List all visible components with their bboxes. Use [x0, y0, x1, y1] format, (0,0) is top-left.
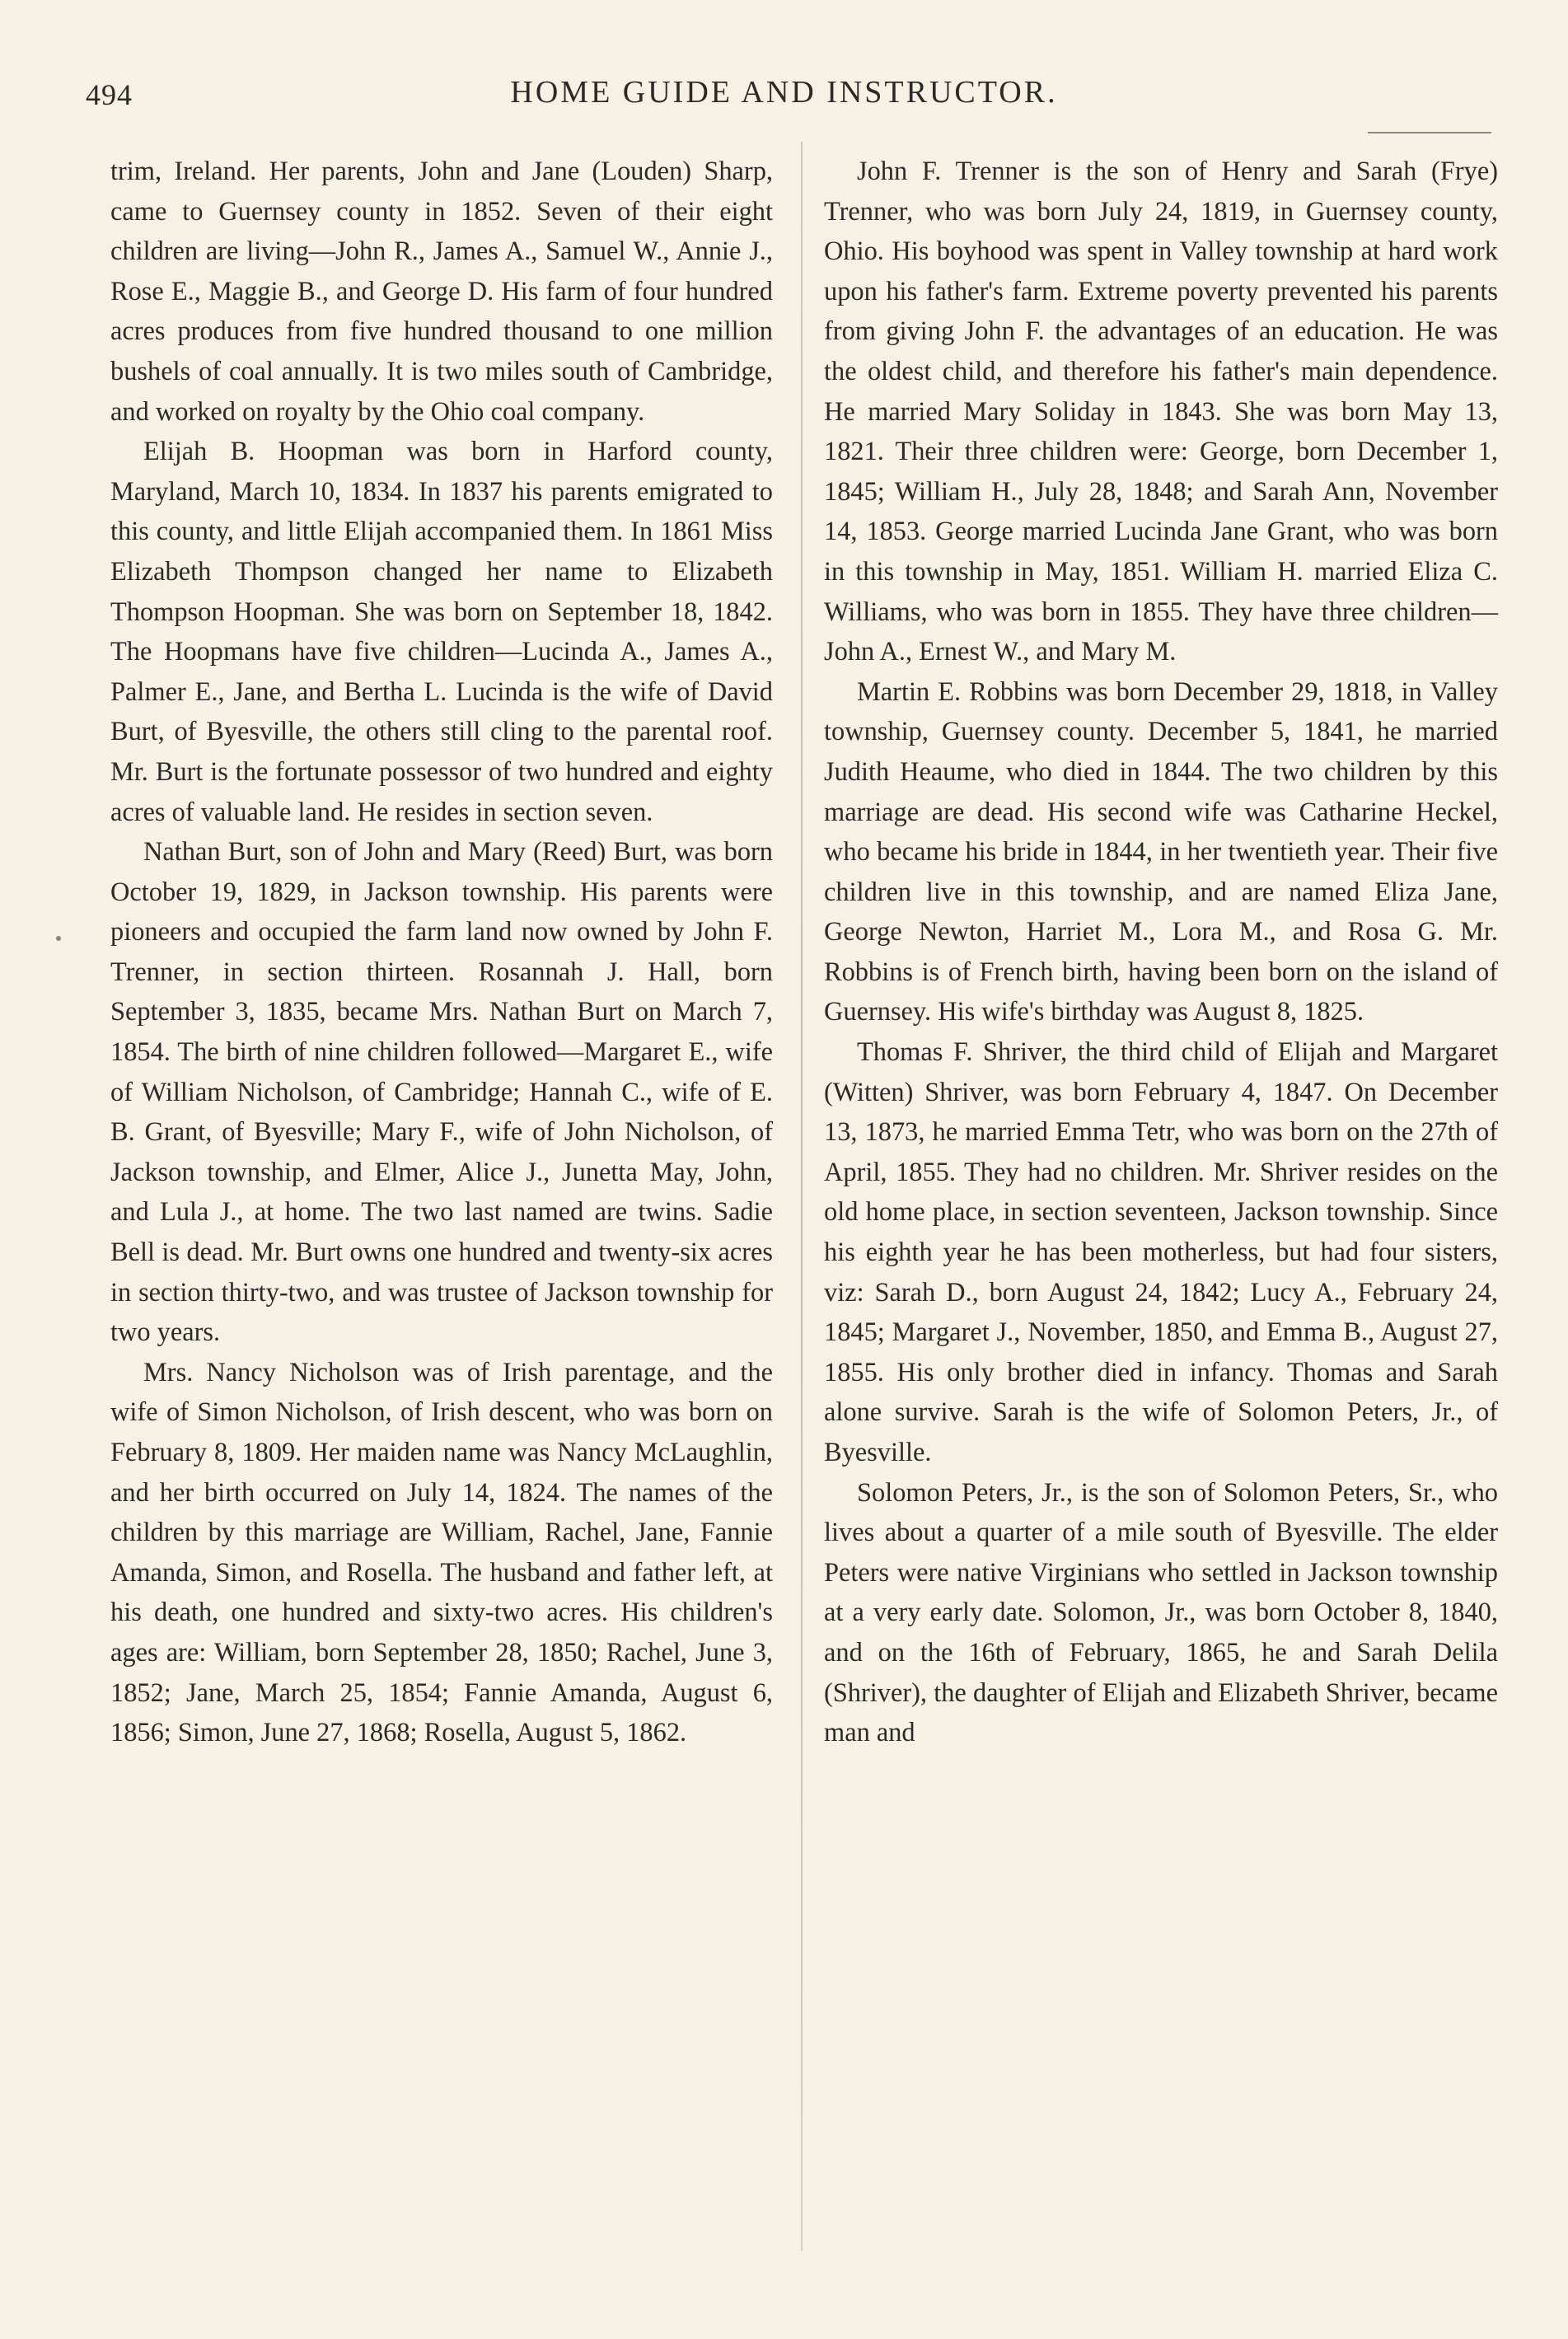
running-head: HOME GUIDE AND INSTRUCTOR.	[510, 75, 1058, 110]
right-column	[824, 152, 1498, 1753]
right-paragraph-4: Solomon Peters, Jr., is the son of Solomon Peters, Sr., who lives about a quarter of a mile south of Byesville. The elder Peters were native Virginians who settled in Jackson township at a very early date. Solomon, Jr., was born October 8, 1840, and on the 16th of February, 1865, he and Sarah Delila (Shriver), the daughter of Elijah and Elizabeth Shriver, became man and	[824, 1477, 1498, 1748]
left-paragraph-3: Nathan Burt, son of John and Mary (Reed) Burt, was born October 19, 1829, in Jackson township. His parents were pioneers and occupied the farm land now owned by John F. Trenner, in section thirteen. Rosannah J. Hall, born September 3, 1835, became Mrs. Nathan Burt on March 7, 1854. The birth of nine children followed—Margaret E., wife of William Nicholson, of Cambridge; Hannah C., wife of E. B. Grant, of Byesville; Mary F., wife of John Nicholson, of Jackson township, and Elmer, Alice J., Junetta May, John, and Lula J., at home. The two last named are twins. Sadie Bell is dead. Mr. Burt owns one hundred and twenty-six acres in section thirty-two, and was trustee of Jackson township for two years.	[110, 837, 773, 1348]
right-paragraph-2: Martin E. Robbins was born December 29, 1818, in Valley township, Guernsey county. December 5, 1841, he married Judith Heaume, who died in 1844. The two children by this marriage are dead. His second wife was Catharine Heckel, who became his bride in 1844, in her twentieth year. Their five children live in this township, and are named Eliza Jane, George Newton, Harriet M., Lora M., and Rosa G. Mr. Robbins is of French birth, having been born on the island of Guernsey. His wife's birthday was August 8, 1825.	[824, 676, 1498, 1027]
column-divider	[801, 142, 803, 2251]
left-column	[110, 152, 773, 1753]
left-paragraph-4: Mrs. Nancy Nicholson was of Irish parentage, and the wife of Simon Nicholson, of Irish descent, who was born on February 8, 1809. Her maiden name was Nancy McLaughlin, and her birth occurred on July 14, 1824. The names of the children by this marriage are William, Rachel, Jane, Fannie Amanda, Simon, and Rosella. The husband and father left, at his death, one hundred and sixty-two acres. His children's ages are: William, born September 28, 1850; Rachel, June 3, 1852; Jane, March 25, 1854; Fannie Amanda, August 6, 1856; Simon, June 27, 1868; Rosella, August 5, 1862.	[110, 1357, 773, 1748]
page-number: 494	[86, 78, 133, 111]
right-paragraph-1: John F. Trenner is the son of Henry and Sarah (Frye) Trenner, who was born July 24, 1819, in Guernsey county, Ohio. His boyhood was spent in Valley township at hard work upon his father's farm. Extreme poverty prevented his parents from giving John F. the advantages of an education. He was the oldest child, and therefore his father's main dependence. He married Mary Soliday in 1843. She was born May 13, 1821. Their three children were: George, born December 1, 1845; William H., July 28, 1848; and Sarah Ann, November 14, 1853. George married Lucinda Jane Grant, who was born in this township in May, 1851. William H. married Eliza C. Williams, who was born in 1855. They have three children—John A., Ernest W., and Mary M.	[824, 157, 1498, 667]
head-rule	[1368, 132, 1491, 133]
right-paragraph-3: Thomas F. Shriver, the third child of Elijah and Margaret (Witten) Shriver, was born February 4, 1847. On December 13, 1873, he married Emma Tetr, who was born on the 27th of April, 1855. They had no children. Mr. Shriver resides on the old home place, in section seventeen, Jackson township. Since his eighth year he has been motherless, but had four sisters, viz: Sarah D., born August 24, 1842; Lucy A., February 24, 1845; Margaret J., November, 1850, and Emma B., August 27, 1855. His only brother died in infancy. Thomas and Sarah alone survive. Sarah is the wife of Solomon Peters, Jr., of Byesville.	[824, 1037, 1498, 1467]
left-paragraph-1: trim, Ireland. Her parents, John and Jane (Louden) Sharp, came to Guernsey county in 1852. Seven of their eight children are living—John R., James A., Samuel W., Annie J., Rose E., Maggie B., and George D. His farm of four hundred acres produces from five hundred thousand to one million bushels of coal annually. It is two miles south of Cambridge, and worked on royalty by the Ohio coal company.	[110, 157, 773, 427]
left-paragraph-2: Elijah B. Hoopman was born in Harford county, Maryland, March 10, 1834. In 1837 his parents emigrated to this county, and little Elijah accompanied them. In 1861 Miss Elizabeth Thompson changed her name to Elizabeth Thompson Hoopman. She was born on September 18, 1842. The Hoopmans have five children—Lucinda A., James A., Palmer E., Jane, and Bertha L. Lucinda is the wife of David Burt, of Byesville, the others still cling to the parental roof. Mr. Burt is the fortunate possessor of two hundred and eighty acres of valuable land. He resides in section seven.	[110, 437, 773, 827]
stray-mark	[56, 936, 61, 941]
